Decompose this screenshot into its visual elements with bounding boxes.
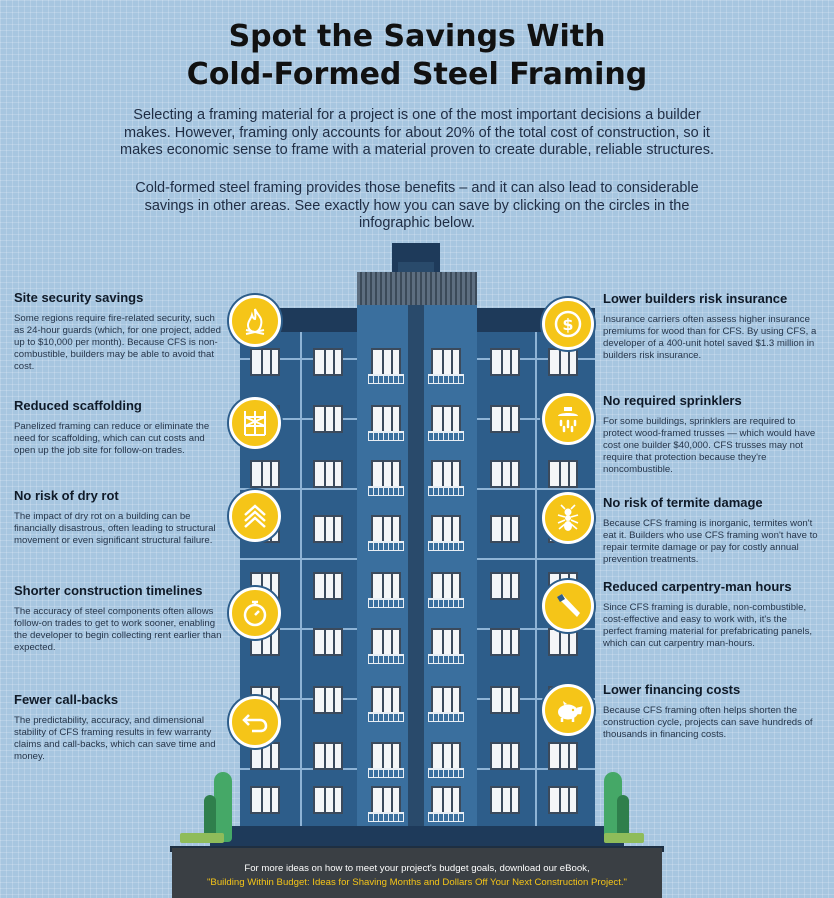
feature-title: Lower builders risk insurance xyxy=(603,291,788,306)
termite-damage-circle[interactable] xyxy=(542,492,594,544)
dry-rot-circle[interactable] xyxy=(229,490,281,542)
ebook-link[interactable]: "Building Within Budget: Ideas for Shaving Months and Dollars Off Your Next Construction Project." xyxy=(207,877,627,888)
balcony-railing xyxy=(428,768,464,778)
window xyxy=(490,515,520,543)
feature-text: Panelized framing can reduce or eliminate the need for scaffolding, which can cut costs and open up the job site for follow-on trades. xyxy=(14,421,210,456)
window xyxy=(490,786,520,814)
feature-dry-rot xyxy=(14,488,224,547)
carpentry-hours-circle[interactable] xyxy=(542,580,594,632)
balcony-railing xyxy=(368,812,404,822)
feature-title: Fewer call-backs xyxy=(14,692,119,707)
wood-grain-icon xyxy=(240,501,270,531)
balcony-railing xyxy=(368,712,404,722)
balcony-railing xyxy=(428,654,464,664)
window xyxy=(313,405,343,433)
balcony-railing xyxy=(428,374,464,384)
window xyxy=(313,628,343,656)
feature-reduced-scaffolding xyxy=(14,398,224,457)
builders-risk-insurance-circle[interactable] xyxy=(542,298,594,350)
page-title xyxy=(0,18,834,94)
window xyxy=(490,742,520,770)
svg-text:$: $ xyxy=(562,315,574,334)
window xyxy=(490,572,520,600)
shrub xyxy=(180,833,224,843)
balcony-railing xyxy=(368,431,404,441)
feature-carpentry-hours xyxy=(603,579,818,650)
building-core-stripe xyxy=(408,305,424,850)
window xyxy=(371,786,401,814)
window xyxy=(313,686,343,714)
balcony-railing xyxy=(368,654,404,664)
window xyxy=(548,460,578,488)
window xyxy=(371,628,401,656)
window xyxy=(313,460,343,488)
window xyxy=(431,515,461,543)
window xyxy=(431,628,461,656)
window xyxy=(490,348,520,376)
window xyxy=(548,348,578,376)
column-line xyxy=(535,310,537,850)
feature-title: Reduced scaffolding xyxy=(14,398,142,413)
feature-text: The accuracy of steel components often allows follow-on trades to get to work sooner, enabling the developer to begin collecting rent earlier than expected. xyxy=(14,606,222,653)
window xyxy=(548,742,578,770)
saw-icon xyxy=(553,591,583,621)
financing-costs-circle[interactable] xyxy=(542,684,594,736)
title-line-1: Spot the Savings With xyxy=(228,19,606,54)
footer-banner xyxy=(172,848,662,898)
window xyxy=(431,786,461,814)
window xyxy=(431,572,461,600)
feature-text: Insurance carriers often assess higher insurance premiums for wood than for CFS. By using CFS, a developer of a 400-unit hotel saved $1.3 million in builders risk insurance. xyxy=(603,314,817,361)
balcony-railing xyxy=(368,541,404,551)
feature-no-sprinklers xyxy=(603,393,818,476)
feature-financing-costs xyxy=(603,682,818,741)
balcony-railing xyxy=(368,598,404,608)
window xyxy=(371,460,401,488)
balcony-railing xyxy=(428,812,464,822)
stopwatch-icon xyxy=(240,598,270,628)
shorter-timelines-circle[interactable] xyxy=(229,587,281,639)
tree xyxy=(214,772,232,842)
balcony-railing xyxy=(428,486,464,496)
feature-title: No required sprinklers xyxy=(603,393,742,408)
no-sprinklers-circle[interactable] xyxy=(542,393,594,445)
balcony-railing xyxy=(368,374,404,384)
shrub xyxy=(604,833,644,843)
feature-text: The predictability, accuracy, and dimensional stability of CFS framing results in few warranty claims and call-backs, which can save time and money. xyxy=(14,715,216,762)
window xyxy=(431,686,461,714)
window xyxy=(490,405,520,433)
piggy-bank-icon xyxy=(553,695,583,725)
window xyxy=(371,572,401,600)
feature-title: No risk of dry rot xyxy=(14,488,119,503)
window xyxy=(313,572,343,600)
feature-title: Shorter construction timelines xyxy=(14,583,203,598)
balcony-railing xyxy=(368,768,404,778)
termite-icon xyxy=(553,503,583,533)
window xyxy=(431,460,461,488)
window xyxy=(250,348,280,376)
balcony-railing xyxy=(428,431,464,441)
window xyxy=(490,628,520,656)
window xyxy=(490,460,520,488)
return-arrow-icon xyxy=(240,707,270,737)
balcony-railing xyxy=(428,598,464,608)
feature-title: Lower financing costs xyxy=(603,682,741,697)
window xyxy=(371,405,401,433)
balcony-railing xyxy=(428,541,464,551)
scaffolding-icon xyxy=(240,408,270,438)
feature-fewer-callbacks xyxy=(14,692,224,763)
dollar-coin-icon xyxy=(553,309,583,339)
feature-title: Site security savings xyxy=(14,290,144,305)
intro-paragraph-2: Cold-formed steel framing provides those benefits – and it can also lead to considerable savings in other areas. See exactly how you can save by clicking on the circles in the infographic below. xyxy=(135,180,699,231)
feature-site-security xyxy=(14,290,224,373)
window xyxy=(371,348,401,376)
feature-title: Reduced carpentry-man hours xyxy=(603,579,792,594)
window xyxy=(490,686,520,714)
balcony-railing xyxy=(428,712,464,722)
window xyxy=(548,628,578,656)
sprinkler-icon xyxy=(553,404,583,434)
balcony-railing xyxy=(368,486,404,496)
feature-text: Some regions require fire-related security, such as 24-hour guards (which, for one project, added up to $10,000 per month). Because CFS is non-combustible, builders may be able to avoid that cost. xyxy=(14,313,221,372)
title-line-2: Cold-Formed Steel Framing xyxy=(186,57,648,92)
window xyxy=(431,742,461,770)
window xyxy=(371,515,401,543)
window xyxy=(313,742,343,770)
window xyxy=(431,405,461,433)
fewer-callbacks-circle[interactable] xyxy=(229,696,281,748)
window xyxy=(431,348,461,376)
feature-text: The impact of dry rot on a building can be financially disastrous, often leading to structural movement or even significant structural failure. xyxy=(14,511,216,546)
window xyxy=(313,786,343,814)
feature-text: For some buildings, sprinklers are required to protect wood-framed trusses — which would have cost one builder $40,000. CFS trusses may not require that protection because they're noncombustible. xyxy=(603,416,816,475)
column-line xyxy=(300,310,302,850)
footer-text: For more ideas on how to meet your project's budget goals, download our eBook, xyxy=(244,863,590,874)
reduced-scaffolding-circle[interactable] xyxy=(229,397,281,449)
feature-shorter-timelines xyxy=(14,583,224,654)
window xyxy=(371,742,401,770)
window xyxy=(313,515,343,543)
site-security-circle[interactable] xyxy=(229,295,281,347)
feature-text: Because CFS framing is inorganic, termites won't eat it. Builders who use CFS framing won't have to repair termite damage or pay for costly annual prevention treatments. xyxy=(603,518,818,565)
feature-termite-damage xyxy=(603,495,818,566)
window xyxy=(371,686,401,714)
feature-title: No risk of termite damage xyxy=(603,495,763,510)
feature-builders-risk-insurance xyxy=(603,291,818,362)
window xyxy=(250,786,280,814)
window xyxy=(548,786,578,814)
window xyxy=(250,460,280,488)
feature-text: Because CFS framing often helps shorten the construction cycle, projects can save hundreds of thousands in financing costs. xyxy=(603,705,813,740)
intro-paragraph-1: Selecting a framing material for a project is one of the most important decisions a builder makes. However, framing only accounts for about 20% of the total cost of construction, so it makes economic sense to frame with a material proven to create durable, reliable structures. xyxy=(120,107,714,158)
fire-icon xyxy=(240,306,270,336)
feature-text: Since CFS framing is durable, non-combustible, cost-effective and easy to work with, it's the perfect framing material for prefabricating panels, which can cut carpentry man-hours. xyxy=(603,602,813,649)
window xyxy=(313,348,343,376)
